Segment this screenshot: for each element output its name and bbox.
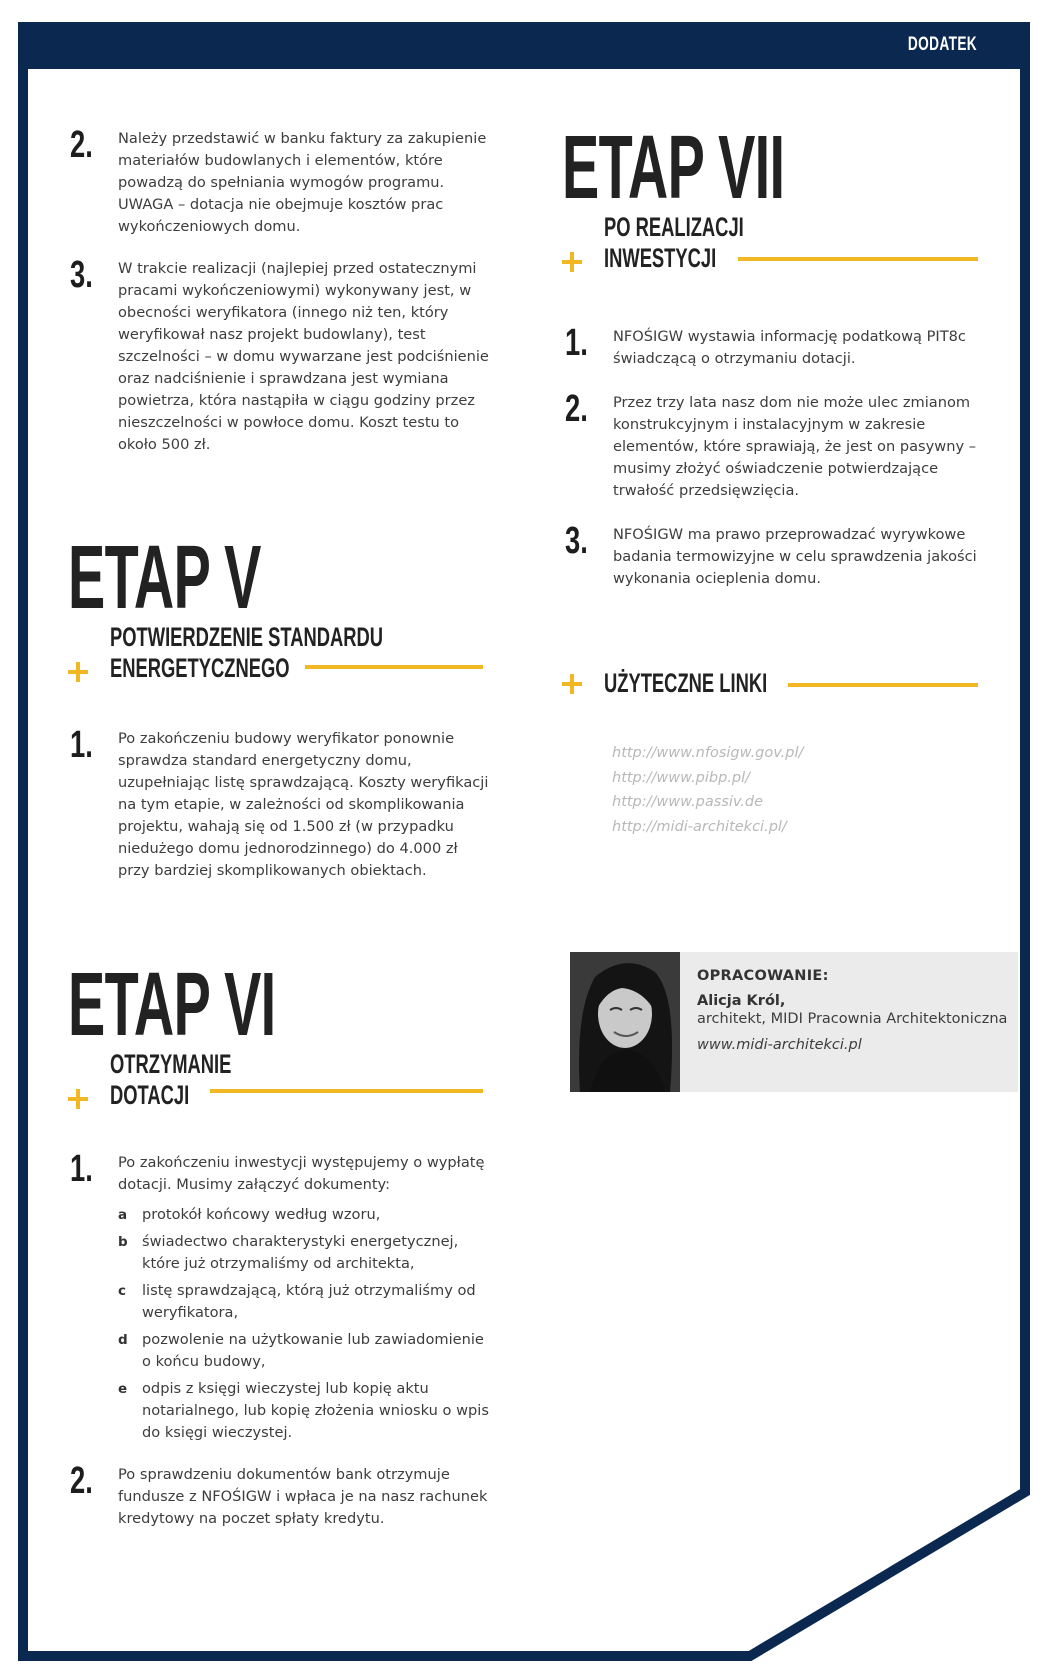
author-box [570, 952, 1018, 1092]
subheading-line2: DOTACJI [110, 1080, 190, 1110]
etap-vii-section [562, 118, 982, 274]
item-text: Przez trzy lata nasz dom nie może ulec zmianom konstrukcyjnym i instalacyjnym w zakresie elementów, które sprawiają, że jest on pasywny – musimy złożyć oświadczenie potwierdzające trwałość przedsięwzięcia. [613, 394, 977, 499]
item-text: W trakcie realizacji (najlepiej przed ostatecznymi pracami wykończeniowymi) wykonywany jest, w obecności weryfikatora (innego niż ten, który weryfikował nasz projekt budowlany), test szczelności – w domu wywarzane jest podciśnienie oraz nadciśnienie i sprawdzana jest wymiana powietrza, która nastąpiła w ciągu godziny przez nieszczelności w powłoce domu. Koszt testu to około 500 zł. [118, 260, 489, 453]
sublist-item [118, 1280, 490, 1324]
author-name: Alicja Król, [697, 993, 786, 1009]
item-number: 2. [565, 388, 588, 430]
subheading-line2: ENERGETYCZNEGO [110, 653, 290, 683]
item-number: 2. [70, 124, 93, 166]
sublist-item [118, 1378, 490, 1444]
item-number: 1. [70, 1148, 93, 1190]
etap-vii-items [565, 322, 995, 590]
author-role: architekt, MIDI Pracownia Architektoniczna [697, 1011, 1008, 1027]
document-sublist [70, 1204, 490, 1444]
sublist-text: odpis z księgi wieczystej lub kopię aktu notarialnego, lub kopię złożenia wniosku o wpis do księgi wieczystej. [142, 1380, 489, 1441]
subheading-line1: POTWIERDZENIE STANDARDU [110, 622, 384, 652]
etap-vii-subheading [562, 212, 982, 274]
author-label: OPRACOWANIE: [697, 968, 829, 984]
item-text: NFOŚIGW ma prawo przeprowadzać wyrywkowe badania termowizyjne w celu sprawdzenia jakości wykonania ocieplenia domu. [613, 526, 977, 587]
accent-line [738, 257, 978, 261]
sublist-letter: b [118, 1234, 128, 1250]
plus-icon [68, 1089, 88, 1109]
item-number: 2. [70, 1460, 93, 1502]
list-item [565, 388, 995, 502]
accent-line [788, 683, 978, 687]
author-info [697, 968, 1007, 1053]
sublist-text: listę sprawdzającą, którą już otrzymaliśmy od weryfikatora, [142, 1282, 476, 1321]
sublist-item [118, 1329, 490, 1373]
sublist-letter: d [118, 1332, 128, 1348]
etap-v-subheading [68, 622, 488, 684]
etap-vi-title: ETAP VI [68, 955, 276, 1055]
etap-vii-title: ETAP VII [562, 118, 785, 218]
links-heading: UŻYTECZNE LINKI [604, 668, 768, 698]
link-nfosigw[interactable]: http://www.nfosigw.gov.pl/ [612, 745, 804, 761]
item-text: Po zakończeniu budowy weryfikator ponownie sprawdza standard energetyczny domu, uzupełniając listę sprawdzającą. Koszty weryfikacji na tym etapie, w zależności od skomplikowania projektu, wahają się od 1.500 zł (w przypadku niedużego domu jednorodzinnego) do 4.000 zł przy bardziej skomplikowanych obiektach. [118, 730, 489, 879]
list-item [70, 724, 490, 882]
item-number: 1. [565, 322, 588, 364]
subheading-line1: OTRZYMANIE [110, 1049, 232, 1079]
list-item [70, 124, 490, 238]
accent-line [305, 665, 483, 669]
list-item [70, 1148, 490, 1196]
item-number: 1. [70, 724, 93, 766]
subheading-line2: INWESTYCJI [604, 243, 717, 273]
author-website-link[interactable]: www.midi-architekci.pl [697, 1037, 862, 1053]
sublist-item [118, 1204, 490, 1226]
list-item [70, 254, 490, 456]
etap-vi-subheading [68, 1049, 488, 1111]
etap-vi-items [70, 1148, 490, 1530]
sublist-letter: c [118, 1283, 127, 1299]
sublist-text: pozwolenie na użytkowanie lub zawiadomienie o końcu budowy, [142, 1331, 484, 1370]
accent-line [210, 1089, 483, 1093]
etap-v-title: ETAP V [68, 528, 261, 628]
sublist-text: świadectwo charakterystyki energetycznej, które już otrzymaliśmy od architekta, [142, 1233, 459, 1272]
item-text: Po sprawdzeniu dokumentów bank otrzymuje fundusze z NFOŚIGW i wpłaca je na nasz rachunek kredytowy na poczet spłaty kredytu. [118, 1466, 488, 1527]
link-pibp[interactable]: http://www.pibp.pl/ [612, 769, 751, 786]
list-item [565, 322, 995, 370]
plus-icon [562, 674, 582, 694]
header-label: DODATEK [907, 34, 977, 55]
sublist-item [118, 1231, 490, 1275]
item-number: 3. [565, 520, 588, 562]
etap-v-items [70, 724, 490, 882]
sublist-letter: e [118, 1381, 128, 1397]
etap-v-section [68, 528, 488, 684]
left-column [70, 124, 490, 456]
item-text: Po zakończeniu inwestycji występujemy o wypłatę dotacji. Musimy załączyć dokumenty: [118, 1154, 485, 1193]
item-text: NFOŚIGW wystawia informację podatkową PIT8c świadczącą o otrzymaniu dotacji. [613, 328, 966, 367]
subheading-line1: PO REALIZACJI [604, 212, 744, 242]
header-bar [18, 22, 1030, 69]
item-number: 3. [70, 254, 93, 296]
portrait-photo-icon [570, 952, 680, 1092]
list-item [565, 520, 995, 590]
plus-icon [68, 662, 88, 682]
item-text: Należy przedstawić w banku faktury za zakupienie materiałów budowlanych i elementów, które powadzą do spełniania wymogów programu. UWAGA – dotacja nie obejmuje kosztów prac wykończeniowych domu. [118, 130, 487, 235]
links-list [612, 741, 972, 839]
link-midi[interactable]: http://midi-architekci.pl/ [612, 818, 787, 835]
plus-icon [562, 252, 582, 272]
link-passiv[interactable]: http://www.passiv.de [612, 794, 764, 810]
sublist-letter: a [118, 1207, 128, 1223]
sublist-text: protokół końcowy według wzoru, [142, 1206, 381, 1223]
list-item [70, 1460, 490, 1530]
